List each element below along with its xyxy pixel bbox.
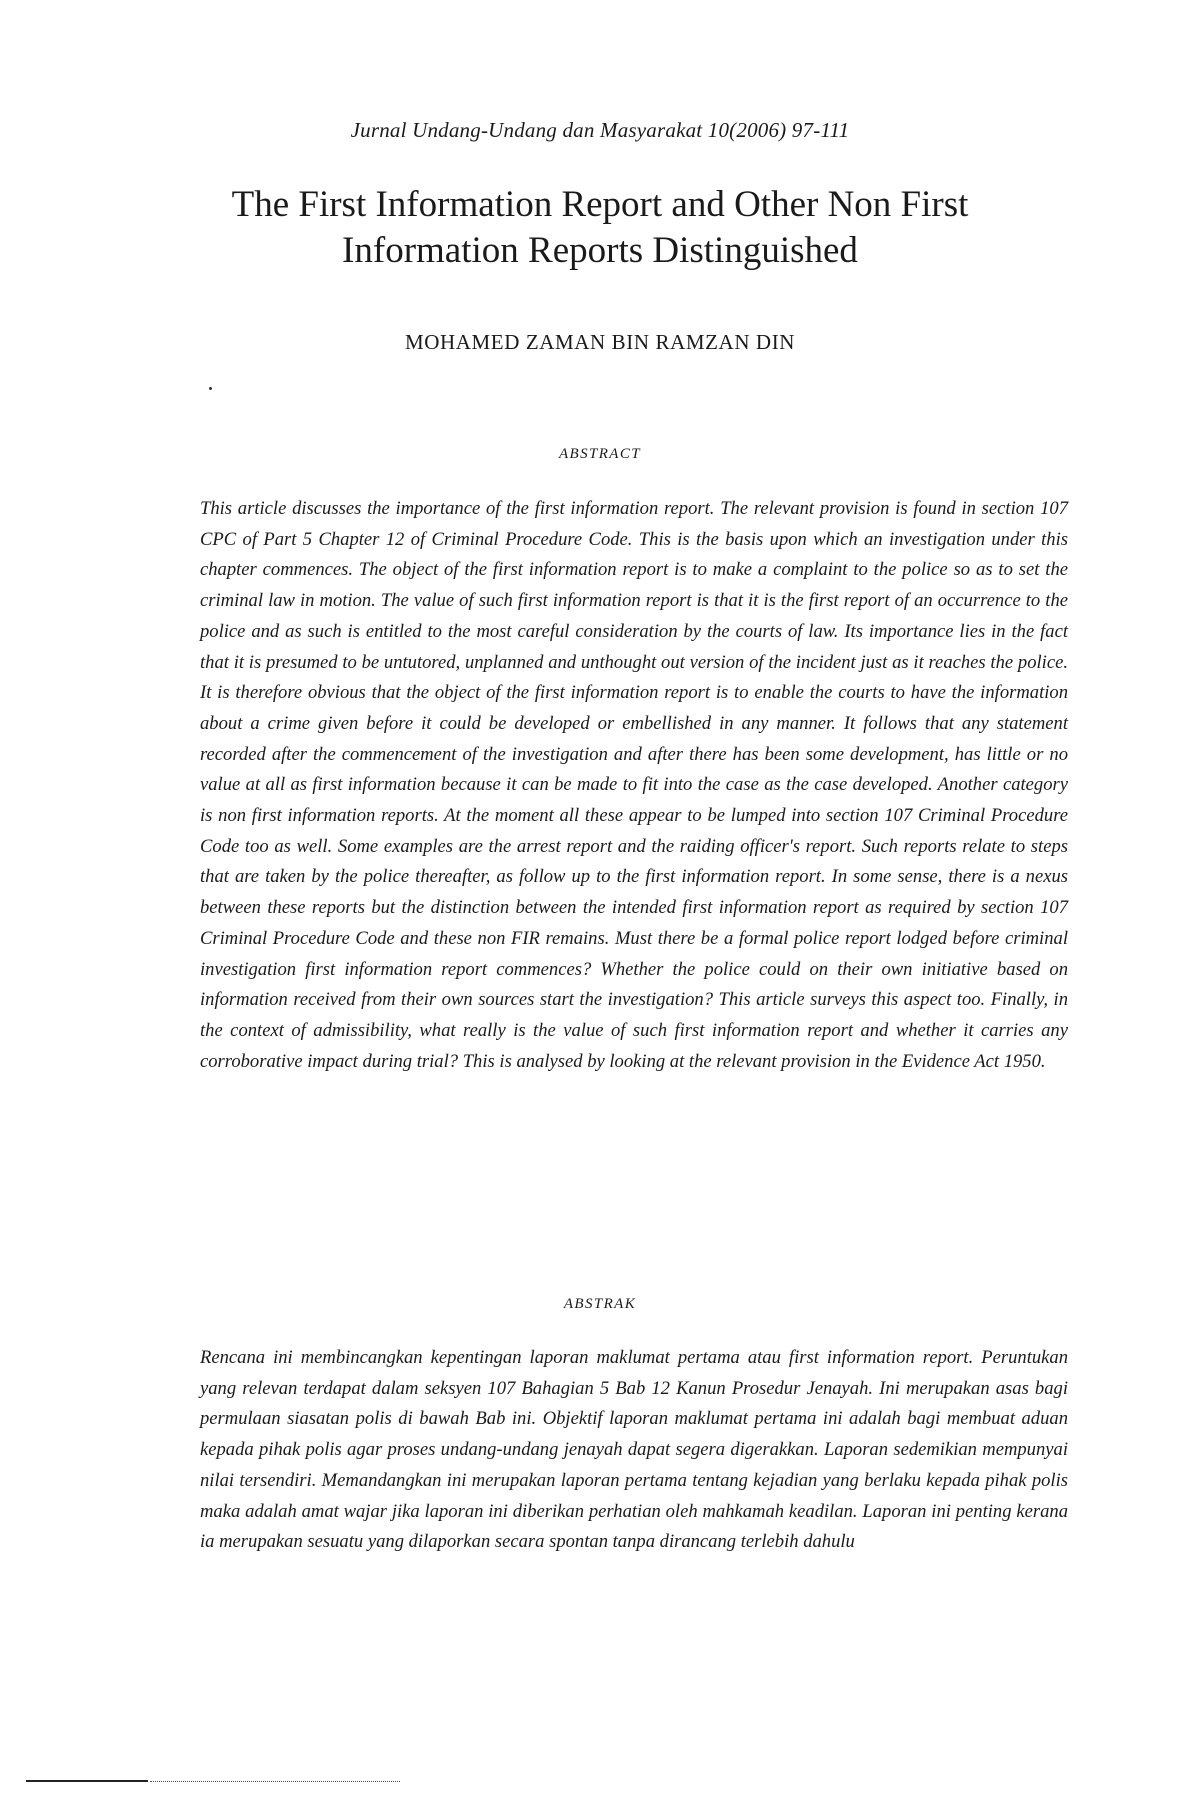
journal-citation: Jurnal Undang-Undang dan Masyarakat 10(2006) 97-111: [350, 118, 850, 142]
stray-mark: [209, 387, 212, 390]
abstrak-heading: ABSTRAK: [563, 1296, 637, 1312]
abstrak-text: Rencana ini membincangkan kepentingan laporan maklumat pertama atau first information report. Peruntukan yang relevan terdapat dalam seksyen 107 Bahagian 5 Bab 12 Kanun Prosedur Jenayah. Ini merupakan asas bagi permulaan siasatan polis di bawah Bab ini. Objektif laporan maklumat pertama ini adalah bagi membuat aduan kepada pihak polis agar proses undang-undang jenayah dapat segera digerakkan. Laporan sedemikian mempunyai nilai tersendiri. Memandangkan ini merupakan laporan pertama tentang kejadian yang berlaku kepada pihak polis maka adalah amat wajar jika laporan ini diberikan perhatian oleh mahkamah keadilan. Laporan ini penting kerana ia merupakan sesuatu yang dilaporkan secara spontan tanpa dirancang terlebih dahulu: [200, 1347, 1068, 1553]
abstract-text: This article discusses the importance of the first information report. The relevant provision is found in section 107 CPC of Part 5 Chapter 12 of Criminal Procedure Code. This is the basis upon which an investigation under this chapter commences. The object of the first information report is to make a complaint to the police so as to set the criminal law in motion. The value of such first information report is that it is the first report of an occurrence to the police and as such is entitled to the most careful consideration by the courts of law. Its importance lies in the fact that it is presumed to be untutored, unplanned and unthought out version of the incident just as it reaches the police. It is therefore obvious that the object of the first information report is to enable the courts to have the information about a crime given before it could be developed or embellished in any manner. It follows that any statement recorded after the commencement of the investigation and after there has been some development, has little or no value at all as first information because it can be made to fit into the case as the case developed. Another category is non first information reports. At the moment all these appear to be lumped into section 107 Criminal Procedure Code too as well. Some examples are the arrest report and the raiding officer's report. Such reports relate to steps that are taken by the police thereafter, as follow up to the first information report. In some sense, there is a nexus between these reports but the distinction between the intended first information report as required by section 107 Criminal Procedure Code and these non FIR remains. Must there be a formal police report lodged before criminal investigation first information report commences? Whether the police could on their own initiative based on information received from their own sources start the investigation? This article surveys this aspect too. Finally, in the context of admissibility, what really is the value of such first information report and whether it carries any corroborative impact during trial? This is analysed by looking at the relevant provision in the Evidence Act 1950.: [200, 498, 1068, 1072]
article-title: The First Information Report and Other Non First Information Reports Distinguished: [231, 184, 969, 271]
article-author: MOHAMED ZAMAN BIN RAMZAN DIN: [404, 330, 796, 354]
footnote-separator-dotted: [150, 1781, 400, 1782]
abstract-heading: ABSTRACT: [558, 446, 642, 462]
footnote-separator: [26, 1780, 148, 1782]
